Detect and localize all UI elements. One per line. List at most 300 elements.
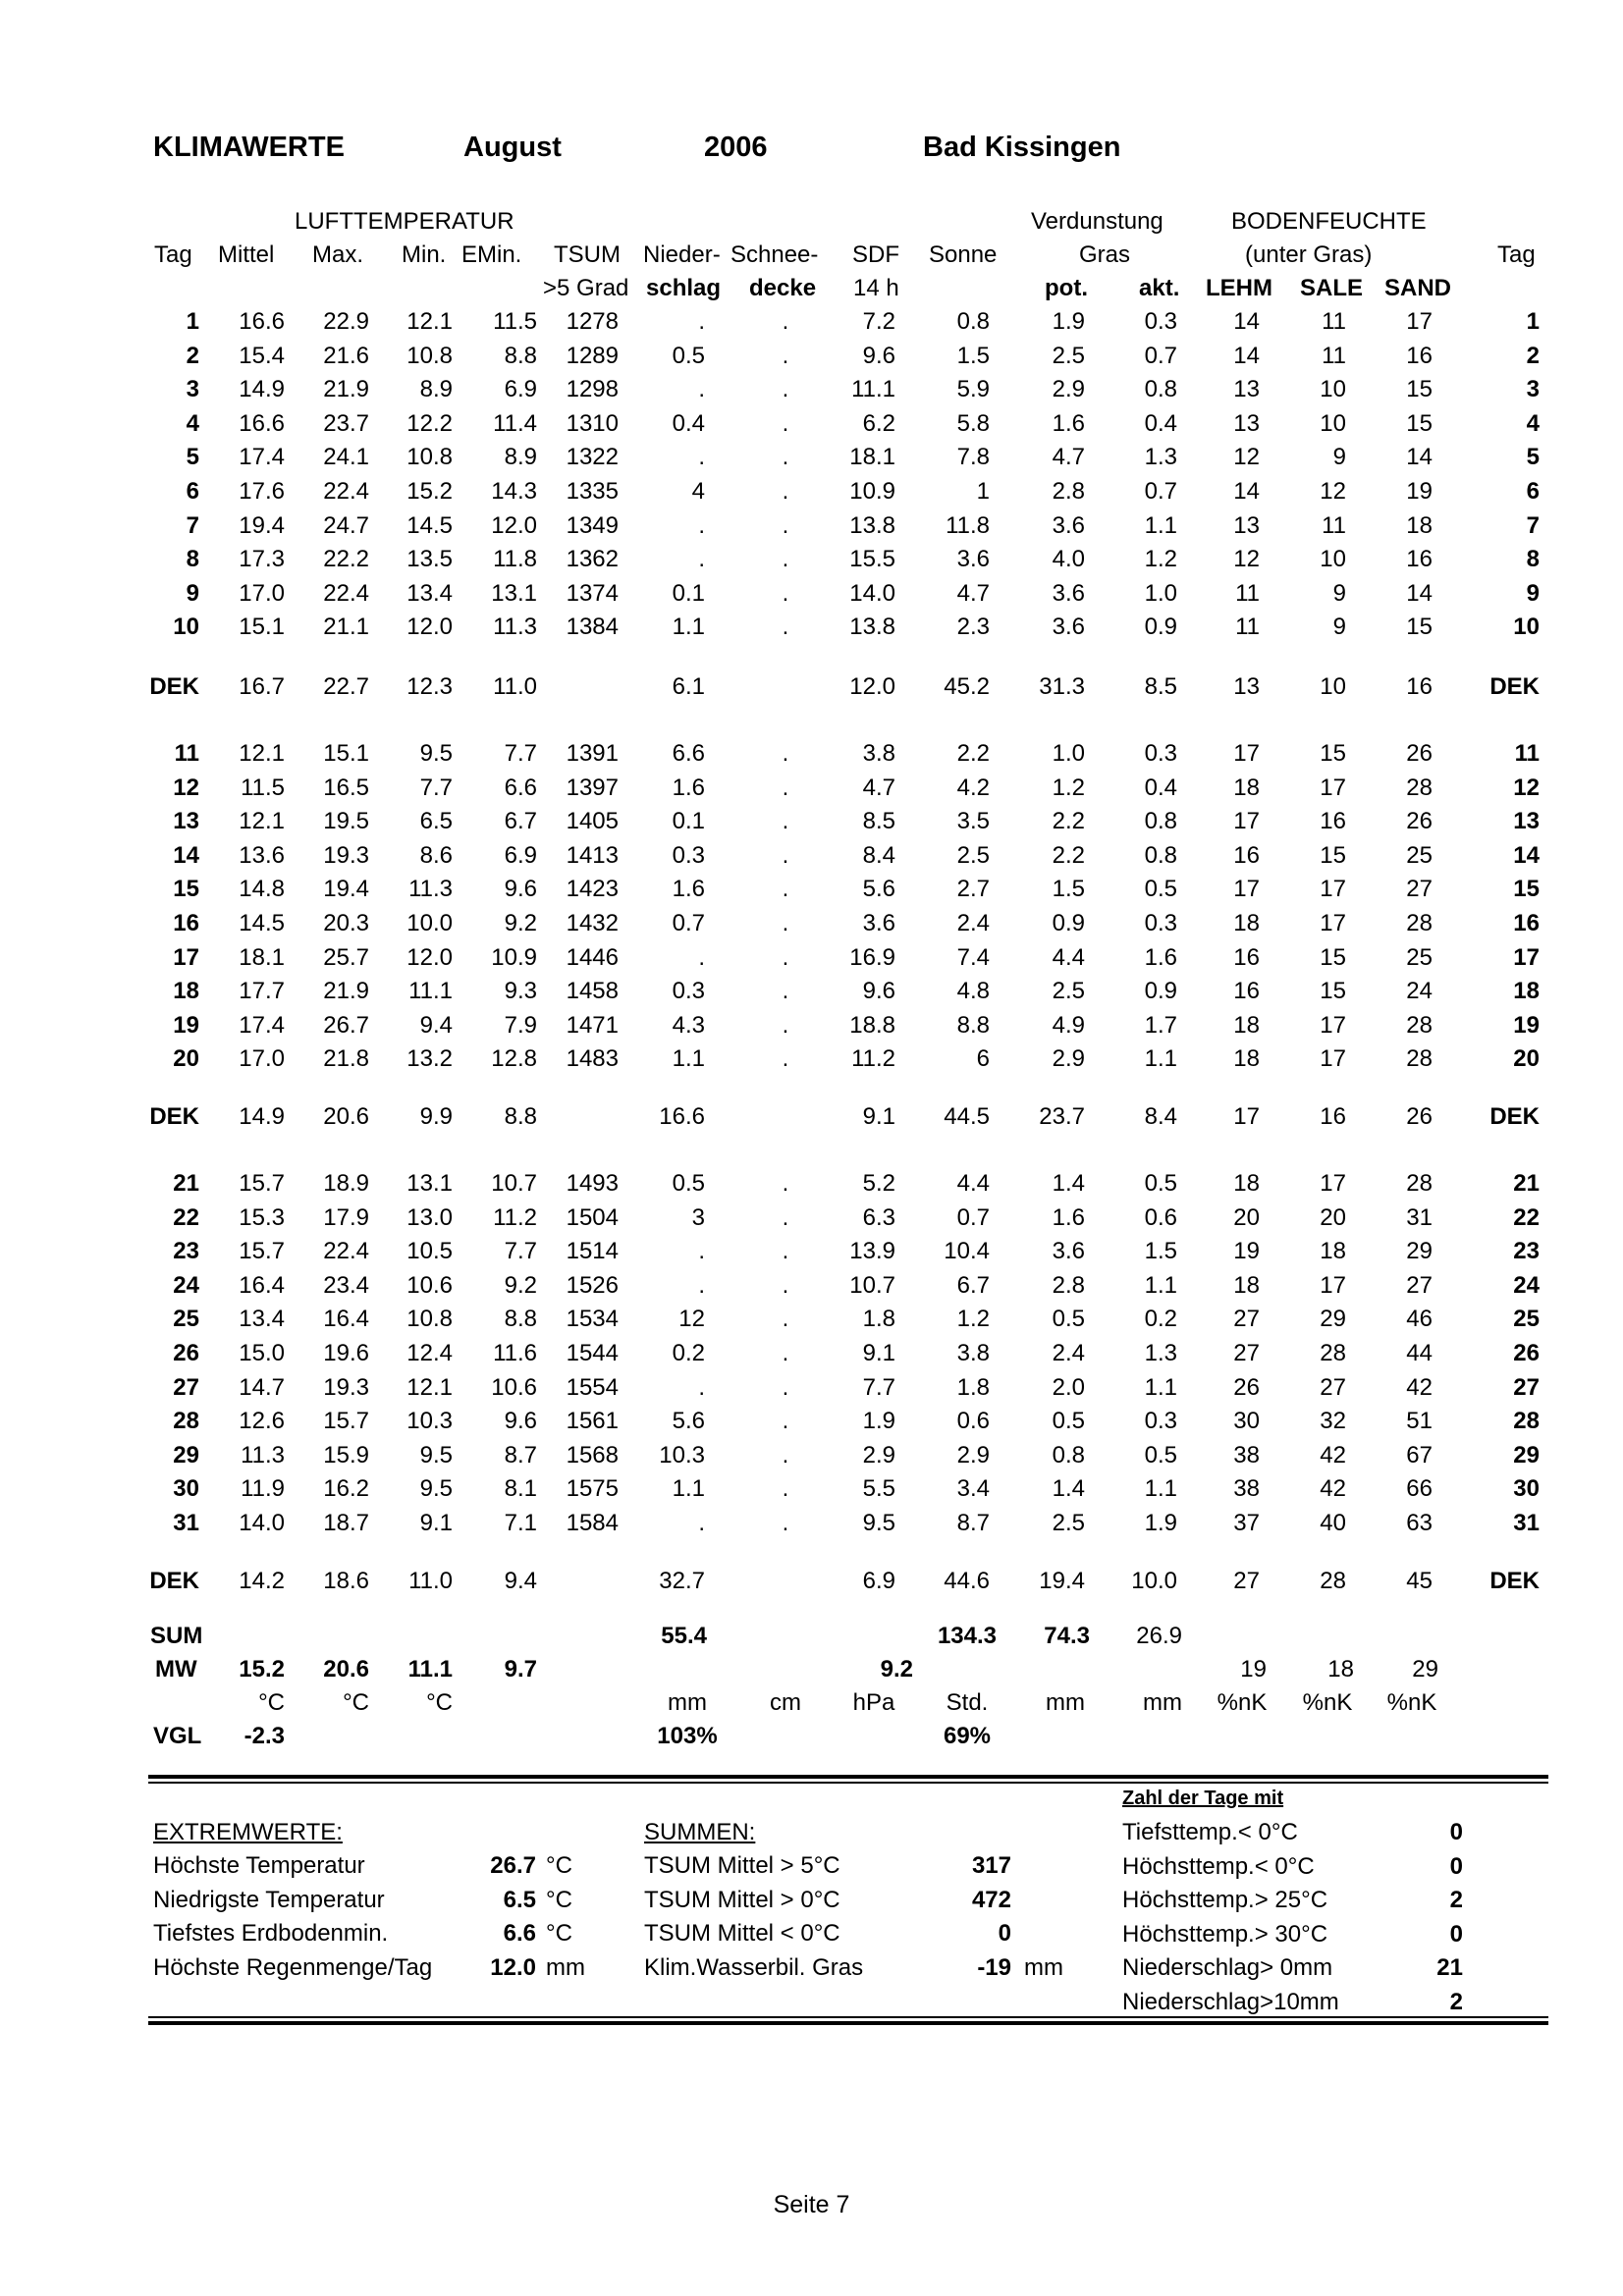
cell-nieder: 1.1 [672,1475,705,1503]
rule-bottom-thick [148,2021,1548,2025]
cell-lehm: 12 [1233,444,1260,471]
cell-min: 13.4 [406,579,453,607]
cell-sdf: 14.0 [849,579,895,607]
cell-tag2: DEK [1489,673,1540,700]
cell-schnee: . [782,841,789,869]
cell-akt: 0.8 [1144,376,1177,403]
cell-mittel: 15.3 [239,1203,285,1231]
cell-lehm: 18 [1233,1045,1260,1073]
header-lehm: LEHM [1206,275,1272,301]
cell-akt: 0.6 [1144,1203,1177,1231]
days-item-value: 0 [1449,1819,1463,1845]
cell-sand: 44 [1406,1340,1433,1366]
cell-nieder: 0.1 [672,579,705,607]
cell-sdf: 1.9 [862,1408,895,1435]
cell-emin: 12.8 [491,1045,537,1073]
cell-sale: 15 [1320,978,1346,1005]
cell-sale: 42 [1320,1475,1346,1503]
cell-tsum: 1349 [566,511,619,539]
days-item-label: Niederschlag> 0mm [1122,1954,1333,1981]
cell-sdf: 9.6 [862,978,895,1005]
cell-sale: 18 [1320,1238,1346,1265]
doc-title: KLIMAWERTE [153,132,345,163]
header-nieder: Nieder- [643,241,721,268]
mw-max: 20.6 [323,1656,369,1682]
mw-mittel: 15.2 [239,1656,285,1682]
cell-lehm: 16 [1233,943,1260,971]
cell-akt: 1.2 [1144,546,1177,573]
cell-sand: 26 [1406,1103,1433,1130]
cell-sonne: 10.4 [944,1238,990,1265]
cell-pot: 23.7 [1039,1103,1085,1130]
unit-min: °C [426,1689,453,1716]
header-nieder-sub: schlag [646,275,722,301]
days-item-label: Höchsttemp.> 30°C [1122,1920,1328,1948]
header-min: Min. [402,241,447,268]
cell-sdf: 7.2 [862,308,895,335]
cell-lehm: 18 [1233,774,1260,801]
mw-lehm: 19 [1240,1656,1267,1682]
cell-tag: 22 [173,1203,199,1231]
cell-sonne: 3.8 [956,1340,990,1366]
cell-schnee: . [782,1271,789,1299]
cell-emin: 8.8 [504,342,537,369]
cell-schnee: . [782,1306,789,1333]
cell-emin: 10.6 [491,1373,537,1401]
cell-sdf: 12.0 [849,673,895,700]
header-bodenfeuchte: BODENFEUCHTE [1231,208,1427,235]
days-item-label: Niederschlag>10mm [1122,1988,1339,2015]
cell-sonne: 2.7 [956,876,990,903]
cell-max: 20.6 [323,1103,369,1130]
cell-sonne: 5.9 [956,376,990,403]
cell-sdf: 11.2 [851,1045,895,1073]
cell-schnee: . [782,1203,789,1231]
cell-tsum: 1471 [566,1011,619,1039]
cell-max: 20.3 [323,910,369,936]
cell-max: 22.4 [323,579,369,607]
cell-emin: 9.6 [504,876,537,903]
header-tsum-sub: >5 Grad [543,275,629,301]
cell-sand: 31 [1406,1203,1433,1231]
cell-nieder: 5.6 [672,1408,705,1435]
cell-mittel: 17.3 [239,546,285,573]
cell-nieder: 4.3 [672,1011,705,1039]
extreme-value: 6.5 [503,1886,536,1913]
cell-emin: 7.9 [504,1011,537,1039]
cell-tag2: 19 [1513,1011,1540,1039]
cell-mittel: 17.0 [239,579,285,607]
cell-min: 8.9 [419,376,453,403]
sum-sonne: 134.3 [937,1623,997,1649]
cell-tsum: 1432 [566,910,619,936]
cell-mittel: 17.7 [239,978,285,1005]
cell-min: 14.5 [406,511,453,539]
cell-tsum: 1289 [566,342,619,369]
extreme-label: Tiefstes Erdbodenmin. [153,1920,389,1947]
cell-nieder: 4 [691,478,705,505]
cell-max: 21.8 [323,1045,369,1073]
cell-max: 23.7 [323,409,369,437]
cell-sonne: 6 [976,1045,990,1073]
cell-mittel: 11.5 [241,774,285,801]
cell-tag2: 30 [1513,1475,1540,1503]
cell-lehm: 17 [1233,876,1260,903]
cell-sand: 46 [1406,1306,1433,1333]
cell-sand: 25 [1406,841,1433,869]
cell-tag: DEK [149,1103,199,1130]
cell-sale: 9 [1332,444,1346,471]
cell-schnee: . [782,943,789,971]
cell-nieder: 16.6 [659,1103,705,1130]
cell-min: 9.5 [419,1441,453,1468]
cell-nieder: 1.6 [672,876,705,903]
rule-top-thick [148,1775,1548,1779]
cell-min: 10.6 [406,1271,453,1299]
cell-pot: 4.9 [1052,1011,1085,1039]
days-item-value: 0 [1449,1920,1463,1948]
cell-sonne: 1.2 [956,1306,990,1333]
cell-sonne: 44.5 [944,1103,990,1130]
cell-tag2: 9 [1526,579,1540,607]
cell-mittel: 16.4 [239,1271,285,1299]
cell-emin: 11.8 [493,546,537,573]
cell-pot: 2.8 [1052,478,1085,505]
cell-nieder: 0.4 [672,409,705,437]
cell-sale: 32 [1320,1408,1346,1435]
cell-sand: 14 [1406,444,1433,471]
cell-tsum: 1568 [566,1441,619,1468]
header-akt: akt. [1139,275,1180,301]
cell-tag2: 20 [1513,1045,1540,1073]
cell-tsum: 1575 [566,1475,619,1503]
header-verdunstung: Verdunstung [1031,208,1163,235]
cell-emin: 9.4 [504,1568,537,1594]
cell-sale: 11 [1322,308,1346,335]
cell-sand: 29 [1406,1238,1433,1265]
cell-sonne: 2.2 [956,740,990,767]
cell-nieder: . [698,1373,705,1401]
header-schnee-sub: decke [749,275,817,301]
cell-sale: 15 [1320,740,1346,767]
cell-nieder: 0.3 [672,841,705,869]
cell-tag2: 6 [1526,478,1540,505]
cell-lehm: 19 [1233,1238,1260,1265]
cell-pot: 2.5 [1052,978,1085,1005]
cell-schnee: . [782,342,789,369]
cell-sonne: 4.7 [956,579,990,607]
header-mittel: Mittel [218,241,275,268]
cell-sdf: 9.1 [862,1340,895,1366]
cell-sdf: 16.9 [849,943,895,971]
cell-mittel: 15.0 [239,1340,285,1366]
cell-sonne: 11.8 [946,511,990,539]
cell-nieder: 3 [691,1203,705,1231]
cell-akt: 8.5 [1144,673,1177,700]
cell-akt: 0.4 [1144,774,1177,801]
cell-tag2: 28 [1513,1408,1540,1435]
cell-min: 13.2 [406,1045,453,1073]
sum-item-label: TSUM Mittel > 0°C [644,1886,840,1913]
cell-emin: 10.7 [491,1170,537,1197]
cell-nieder: 0.3 [672,978,705,1005]
extreme-unit: °C [546,1920,572,1947]
unit-lehm: %nK [1217,1689,1268,1716]
cell-nieder: 10.3 [659,1441,705,1468]
cell-emin: 12.0 [491,511,537,539]
cell-sale: 9 [1332,614,1346,641]
cell-tag: 6 [186,478,199,505]
cell-tag2: 1 [1526,308,1540,335]
cell-sale: 9 [1332,579,1346,607]
cell-akt: 0.3 [1144,1408,1177,1435]
doc-station: Bad Kissingen [923,132,1121,163]
cell-tag2: 5 [1526,444,1540,471]
days-item-label: Höchsttemp.< 0°C [1122,1852,1315,1880]
cell-pot: 1.4 [1052,1170,1085,1197]
cell-sale: 17 [1320,1170,1346,1197]
header-sdf-sub: 14 h [853,275,899,301]
cell-sand: 28 [1406,1170,1433,1197]
cell-max: 25.7 [323,943,369,971]
cell-lehm: 14 [1233,478,1260,505]
cell-max: 19.6 [323,1340,369,1366]
cell-schnee: . [782,876,789,903]
cell-sale: 28 [1320,1340,1346,1366]
cell-pot: 4.4 [1052,943,1085,971]
header-tag-right: Tag [1497,241,1536,268]
cell-nieder: 32.7 [659,1568,705,1594]
cell-pot: 2.4 [1052,1340,1085,1366]
cell-akt: 0.5 [1144,1170,1177,1197]
cell-mittel: 13.4 [239,1306,285,1333]
cell-lehm: 26 [1233,1373,1260,1401]
cell-emin: 8.1 [504,1475,537,1503]
cell-min: 9.9 [419,1103,453,1130]
cell-sale: 11 [1322,342,1346,369]
cell-sand: 27 [1406,1271,1433,1299]
cell-sand: 26 [1406,808,1433,835]
cell-sonne: 44.6 [944,1568,990,1594]
cell-sale: 17 [1320,876,1346,903]
cell-min: 11.0 [408,1568,453,1594]
cell-mittel: 14.2 [239,1568,285,1594]
days-item-value: 0 [1449,1852,1463,1880]
cell-max: 16.5 [323,774,369,801]
cell-sdf: 6.9 [862,1568,895,1594]
cell-pot: 2.9 [1052,376,1085,403]
extreme-unit: °C [546,1886,572,1913]
cell-tag2: DEK [1489,1103,1540,1130]
cell-schnee: . [782,1475,789,1503]
cell-nieder: 0.5 [672,1170,705,1197]
header-lufttemperatur: LUFTTEMPERATUR [295,208,514,235]
cell-tag2: 17 [1513,943,1540,971]
cell-sdf: 1.8 [862,1306,895,1333]
cell-pot: 2.5 [1052,1510,1085,1536]
sum-item-value: 0 [998,1920,1011,1947]
cell-lehm: 20 [1233,1203,1260,1231]
mw-sand: 29 [1412,1656,1438,1682]
sum-item-unit: mm [1024,1953,1063,1981]
cell-schnee: . [782,1011,789,1039]
days-item-value: 2 [1449,1887,1463,1913]
cell-pot: 4.7 [1052,444,1085,471]
cell-sonne: 8.8 [956,1011,990,1039]
cell-lehm: 17 [1233,1103,1260,1130]
cell-max: 18.9 [323,1170,369,1197]
cell-max: 24.7 [323,511,369,539]
cell-akt: 0.9 [1144,978,1177,1005]
cell-pot: 2.2 [1052,808,1085,835]
cell-akt: 0.3 [1144,910,1177,936]
cell-tag: 23 [173,1238,199,1265]
header-tag: Tag [154,241,192,268]
cell-pot: 0.5 [1052,1408,1085,1435]
cell-sdf: 9.5 [862,1510,895,1536]
cell-mittel: 19.4 [239,511,285,539]
cell-sale: 42 [1320,1441,1346,1468]
mw-sdf: 9.2 [880,1656,913,1682]
header-unter-gras: (unter Gras) [1245,241,1373,268]
cell-min: 9.5 [419,1475,453,1503]
cell-min: 15.2 [406,478,453,505]
cell-sdf: 3.6 [862,910,895,936]
cell-emin: 9.2 [504,910,537,936]
cell-tsum: 1423 [566,876,619,903]
cell-sonne: 4.2 [956,774,990,801]
cell-tag: 8 [186,546,199,573]
cell-sand: 27 [1406,876,1433,903]
cell-nieder: . [698,1271,705,1299]
cell-lehm: 16 [1233,978,1260,1005]
cell-sonne: 1.5 [956,342,990,369]
rule-bottom-thin [148,2016,1548,2018]
cell-emin: 8.7 [504,1441,537,1468]
cell-min: 10.0 [406,910,453,936]
cell-pot: 1.5 [1052,876,1085,903]
cell-lehm: 38 [1233,1441,1260,1468]
cell-akt: 1.1 [1144,1475,1177,1503]
cell-emin: 11.3 [493,614,537,641]
cell-sale: 16 [1320,808,1346,835]
cell-max: 19.5 [323,808,369,835]
cell-tag2: 25 [1513,1306,1540,1333]
cell-sale: 15 [1320,841,1346,869]
cell-akt: 0.7 [1144,478,1177,505]
cell-tag2: 16 [1513,910,1540,936]
cell-mittel: 17.6 [239,478,285,505]
extreme-value: 26.7 [490,1852,536,1879]
header-max: Max. [312,241,364,268]
cell-akt: 1.6 [1144,943,1177,971]
cell-lehm: 14 [1233,342,1260,369]
cell-tsum: 1391 [566,740,619,767]
cell-sale: 10 [1320,546,1346,573]
cell-akt: 1.0 [1144,579,1177,607]
cell-nieder: 6.1 [672,673,705,700]
cell-sdf: 3.8 [862,740,895,767]
cell-akt: 8.4 [1144,1103,1177,1130]
cell-tag: 31 [173,1510,199,1536]
cell-lehm: 11 [1235,579,1260,607]
cell-tag: 3 [186,376,199,403]
cell-schnee: . [782,614,789,641]
cell-pot: 2.9 [1052,1045,1085,1073]
cell-min: 10.5 [406,1238,453,1265]
cell-tag2: 22 [1513,1203,1540,1231]
cell-tsum: 1504 [566,1203,619,1231]
cell-akt: 0.7 [1144,342,1177,369]
cell-max: 18.6 [323,1568,369,1594]
cell-tag: 18 [173,978,199,1005]
unit-nieder: mm [668,1689,707,1716]
cell-sdf: 5.2 [862,1170,895,1197]
cell-sale: 28 [1320,1568,1346,1594]
cell-tsum: 1362 [566,546,619,573]
cell-max: 19.3 [323,1373,369,1401]
cell-sale: 29 [1320,1306,1346,1333]
header-schnee: Schnee- [730,241,819,268]
cell-max: 15.9 [323,1441,369,1468]
extreme-label: Höchste Regenmenge/Tag [153,1953,433,1981]
cell-max: 16.2 [323,1475,369,1503]
cell-mittel: 14.5 [239,910,285,936]
cell-sdf: 8.5 [862,808,895,835]
cell-lehm: 18 [1233,1011,1260,1039]
cell-sonne: 0.6 [956,1408,990,1435]
unit-max: °C [343,1689,369,1716]
cell-min: 12.3 [406,673,453,700]
cell-tsum: 1526 [566,1271,619,1299]
vgl-nieder: 103% [657,1723,718,1749]
cell-min: 13.0 [406,1203,453,1231]
cell-sdf: 5.5 [862,1475,895,1503]
cell-nieder: . [698,943,705,971]
cell-pot: 1.9 [1052,308,1085,335]
cell-tag: 4 [186,409,199,437]
cell-sand: 45 [1406,1568,1433,1594]
cell-tag2: 2 [1526,342,1540,369]
days-heading: Zahl der Tage mit [1122,1788,1284,1809]
cell-pot: 3.6 [1052,511,1085,539]
cell-sand: 51 [1406,1408,1433,1435]
cell-emin: 6.9 [504,841,537,869]
cell-sonne: 5.8 [956,409,990,437]
cell-schnee: . [782,774,789,801]
cell-min: 12.0 [406,614,453,641]
cell-min: 9.5 [419,740,453,767]
cell-sdf: 8.4 [862,841,895,869]
cell-emin: 6.7 [504,808,537,835]
extreme-label: Höchste Temperatur [153,1852,365,1879]
cell-emin: 10.9 [491,943,537,971]
cell-lehm: 14 [1233,308,1260,335]
cell-sale: 17 [1320,910,1346,936]
cell-tag: DEK [149,1568,199,1594]
cell-emin: 7.7 [504,740,537,767]
extreme-label: Niedrigste Temperatur [153,1886,385,1913]
cell-tsum: 1278 [566,308,619,335]
cell-schnee: . [782,1441,789,1468]
cell-schnee: . [782,740,789,767]
unit-sand: %nK [1386,1689,1437,1716]
cell-emin: 7.1 [504,1510,537,1536]
cell-pot: 1.6 [1052,1203,1085,1231]
cell-nieder: 0.5 [672,342,705,369]
cell-tag: 25 [173,1306,199,1333]
mw-sale: 18 [1327,1656,1354,1682]
